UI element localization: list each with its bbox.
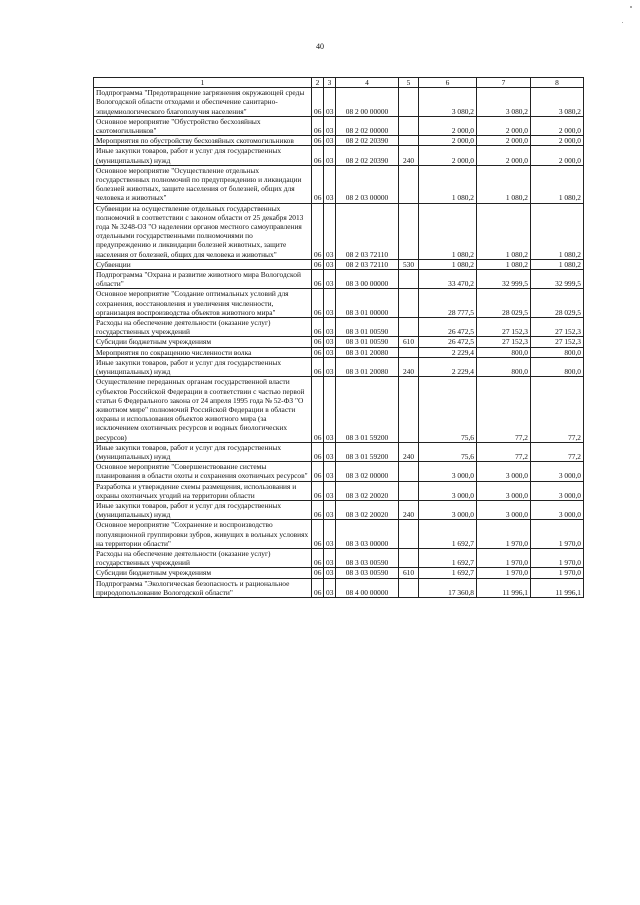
column-header: 8 [531, 78, 584, 88]
row-name: Субсидии бюджетным учреждениям [94, 337, 312, 347]
section-code: 06 [312, 165, 324, 203]
section-code: 06 [312, 442, 324, 461]
target-article-code: 08 4 00 00000 [336, 578, 399, 597]
amount-year-3: 1 080,2 [531, 165, 584, 203]
amount-year-1: 2 000,0 [419, 136, 477, 146]
amount-year-3: 3 000,0 [531, 481, 584, 500]
expense-type-code [399, 289, 419, 318]
table-header-row [94, 78, 584, 88]
subsection-code: 03 [324, 289, 336, 318]
amount-year-3: 32 999,5 [531, 270, 584, 289]
table-row [94, 568, 584, 578]
target-article-code: 08 2 02 20390 [336, 136, 399, 146]
table-row [94, 578, 584, 597]
subsection-code: 03 [324, 578, 336, 597]
subsection-code: 03 [324, 203, 336, 259]
amount-year-1: 3 000,0 [419, 462, 477, 481]
subsection-code: 03 [324, 442, 336, 461]
amount-year-1: 2 000,0 [419, 146, 477, 165]
section-code: 06 [312, 136, 324, 146]
amount-year-2: 1 970,0 [477, 548, 531, 567]
amount-year-2: 3 000,0 [477, 500, 531, 519]
target-article-code: 08 3 01 20080 [336, 357, 399, 376]
target-article-code: 08 3 01 00590 [336, 337, 399, 347]
amount-year-1: 1 692,7 [419, 568, 477, 578]
scan-speck [630, 6, 632, 8]
amount-year-1: 1 692,7 [419, 548, 477, 567]
amount-year-2: 27 152,3 [477, 318, 531, 337]
section-code: 06 [312, 203, 324, 259]
expense-type-code [399, 136, 419, 146]
amount-year-3: 1 970,0 [531, 520, 584, 549]
amount-year-1: 75,6 [419, 442, 477, 461]
table-row [94, 203, 584, 259]
section-code: 06 [312, 481, 324, 500]
subsection-code: 03 [324, 548, 336, 567]
target-article-code: 08 2 02 20390 [336, 146, 399, 165]
amount-year-2: 1 080,2 [477, 203, 531, 259]
section-code: 06 [312, 116, 324, 135]
section-code: 06 [312, 500, 324, 519]
amount-year-2: 3 080,2 [477, 88, 531, 117]
table-row [94, 270, 584, 289]
table-row [94, 136, 584, 146]
amount-year-2: 3 000,0 [477, 462, 531, 481]
table-row [94, 442, 584, 461]
row-name: Иные закупки товаров, работ и услуг для государственных (муниципальных) нужд [94, 357, 312, 376]
amount-year-1: 75,6 [419, 377, 477, 442]
row-name: Подпрограмма "Охрана и развитие животного мира Вологодской области" [94, 270, 312, 289]
table-row [94, 289, 584, 318]
target-article-code: 08 3 02 20020 [336, 481, 399, 500]
table-row [94, 548, 584, 567]
section-code: 06 [312, 578, 324, 597]
amount-year-1: 2 229,4 [419, 357, 477, 376]
section-code: 06 [312, 347, 324, 357]
row-name: Субвенции [94, 259, 312, 269]
column-header: 2 [312, 78, 324, 88]
row-name: Основное мероприятие "Сохранение и воспроизводство популяционной группировки зубров, живущих в вольных условиях на территории области" [94, 520, 312, 549]
row-name: Разработка и утверждение схемы размещения, использования и охраны охотничьих угодий на территории области [94, 481, 312, 500]
subsection-code: 03 [324, 136, 336, 146]
budget-table [93, 77, 584, 598]
amount-year-1: 3 080,2 [419, 88, 477, 117]
amount-year-3: 27 152,3 [531, 337, 584, 347]
section-code: 06 [312, 357, 324, 376]
table-row [94, 481, 584, 500]
amount-year-3: 3 000,0 [531, 462, 584, 481]
target-article-code: 08 3 02 20020 [336, 500, 399, 519]
section-code: 06 [312, 146, 324, 165]
target-article-code: 08 2 00 00000 [336, 88, 399, 117]
table-row [94, 88, 584, 117]
amount-year-3: 3 080,2 [531, 88, 584, 117]
subsection-code: 03 [324, 462, 336, 481]
expense-type-code [399, 116, 419, 135]
target-article-code: 08 3 00 00000 [336, 270, 399, 289]
amount-year-3: 1 080,2 [531, 203, 584, 259]
amount-year-1: 1 692,7 [419, 520, 477, 549]
table-row [94, 165, 584, 203]
row-name: Осуществление переданных органам государственной власти субъектов Российской Федерации в соответствии с частью первой статьи 6 Федерального закона от 24 апреля 1995 года № 52-ФЗ "О животном мире" полномочий Российской Федерации в области охраны и использования объектов животного мира (за исключением охотничьих ресурсов и водных биологических ресурсов) [94, 377, 312, 442]
column-header: 6 [419, 78, 477, 88]
subsection-code: 03 [324, 270, 336, 289]
amount-year-3: 1 080,2 [531, 259, 584, 269]
table-row [94, 377, 584, 442]
table-row [94, 520, 584, 549]
amount-year-1: 26 472,5 [419, 337, 477, 347]
amount-year-3: 28 029,5 [531, 289, 584, 318]
expense-type-code: 240 [399, 357, 419, 376]
amount-year-2: 77,2 [477, 377, 531, 442]
page-number: 40 [316, 42, 324, 51]
table-row [94, 357, 584, 376]
row-name: Субвенции на осуществление отдельных государственных полномочий в соответствии с законом области от 25 декабря 2013 года № 3248-ОЗ "О наделении органов местного самоуправления отдельными государственными полномочиями по предупреждению и ликвидации болезней животных, защите населения от болезней, общих для человека и животных" [94, 203, 312, 259]
amount-year-1: 26 472,5 [419, 318, 477, 337]
row-name: Субсидии бюджетным учреждениям [94, 568, 312, 578]
column-header: 4 [336, 78, 399, 88]
subsection-code: 03 [324, 259, 336, 269]
table-row [94, 500, 584, 519]
amount-year-2: 32 999,5 [477, 270, 531, 289]
target-article-code: 08 2 03 72110 [336, 203, 399, 259]
row-name: Мероприятия по обустройству бесхозяйных скотомогильников [94, 136, 312, 146]
target-article-code: 08 3 03 00590 [336, 568, 399, 578]
target-article-code: 08 3 01 59200 [336, 377, 399, 442]
subsection-code: 03 [324, 165, 336, 203]
expense-type-code [399, 548, 419, 567]
subsection-code: 03 [324, 88, 336, 117]
row-name: Основное мероприятие "Создание оптимальных условий для сохранения, восстановления и увеличения численности, организация воспроизводства объектов животного мира" [94, 289, 312, 318]
expense-type-code [399, 481, 419, 500]
amount-year-2: 800,0 [477, 347, 531, 357]
amount-year-2: 28 029,5 [477, 289, 531, 318]
column-header: 3 [324, 78, 336, 88]
expense-type-code: 610 [399, 568, 419, 578]
amount-year-2: 800,0 [477, 357, 531, 376]
column-header: 7 [477, 78, 531, 88]
expense-type-code [399, 203, 419, 259]
table-row [94, 146, 584, 165]
amount-year-3: 2 000,0 [531, 116, 584, 135]
subsection-code: 03 [324, 568, 336, 578]
subsection-code: 03 [324, 377, 336, 442]
amount-year-2: 1 970,0 [477, 568, 531, 578]
table-row [94, 259, 584, 269]
amount-year-3: 1 970,0 [531, 548, 584, 567]
amount-year-3: 27 152,3 [531, 318, 584, 337]
amount-year-1: 1 080,2 [419, 259, 477, 269]
target-article-code: 08 2 03 00000 [336, 165, 399, 203]
expense-type-code [399, 165, 419, 203]
target-article-code: 08 3 01 20080 [336, 347, 399, 357]
amount-year-1: 1 080,2 [419, 203, 477, 259]
amount-year-3: 1 970,0 [531, 568, 584, 578]
expense-type-code [399, 462, 419, 481]
expense-type-code [399, 270, 419, 289]
section-code: 06 [312, 270, 324, 289]
section-code: 06 [312, 289, 324, 318]
subsection-code: 03 [324, 520, 336, 549]
table-row [94, 116, 584, 135]
amount-year-2: 2 000,0 [477, 146, 531, 165]
section-code: 06 [312, 88, 324, 117]
section-code: 06 [312, 462, 324, 481]
target-article-code: 08 3 01 59200 [336, 442, 399, 461]
expense-type-code [399, 520, 419, 549]
expense-type-code: 240 [399, 442, 419, 461]
table-row [94, 347, 584, 357]
amount-year-1: 1 080,2 [419, 165, 477, 203]
section-code: 06 [312, 259, 324, 269]
amount-year-3: 2 000,0 [531, 136, 584, 146]
row-name: Расходы на обеспечение деятельности (оказание услуг) государственных учреждений [94, 318, 312, 337]
target-article-code: 08 3 03 00000 [336, 520, 399, 549]
amount-year-1: 2 229,4 [419, 347, 477, 357]
amount-year-3: 800,0 [531, 357, 584, 376]
amount-year-3: 77,2 [531, 442, 584, 461]
section-code: 06 [312, 520, 324, 549]
amount-year-1: 3 000,0 [419, 500, 477, 519]
row-name: Расходы на обеспечение деятельности (оказание услуг) государственных учреждений [94, 548, 312, 567]
row-name: Основное мероприятие "Осуществление отдельных государственных полномочий по предупреждению и ликвидации болезней животных, защите населения от болезней, общих для человека и животных" [94, 165, 312, 203]
row-name: Иные закупки товаров, работ и услуг для государственных (муниципальных) нужд [94, 442, 312, 461]
row-name: Подпрограмма "Экологическая безопасность и рациональное природопользование Вологодской области" [94, 578, 312, 597]
amount-year-3: 800,0 [531, 347, 584, 357]
expense-type-code: 240 [399, 146, 419, 165]
section-code: 06 [312, 318, 324, 337]
expense-type-code [399, 347, 419, 357]
row-name: Мероприятия по сокращению численности волка [94, 347, 312, 357]
amount-year-2: 1 080,2 [477, 165, 531, 203]
subsection-code: 03 [324, 116, 336, 135]
amount-year-1: 28 777,5 [419, 289, 477, 318]
target-article-code: 08 2 02 00000 [336, 116, 399, 135]
amount-year-2: 11 996,1 [477, 578, 531, 597]
scan-speck [622, 22, 623, 23]
expense-type-code [399, 88, 419, 117]
section-code: 06 [312, 337, 324, 347]
amount-year-1: 2 000,0 [419, 116, 477, 135]
expense-type-code [399, 318, 419, 337]
row-name: Основное мероприятие "Обустройство бесхозяйных скотомогильников" [94, 116, 312, 135]
amount-year-2: 2 000,0 [477, 136, 531, 146]
expense-type-code: 610 [399, 337, 419, 347]
amount-year-1: 33 470,2 [419, 270, 477, 289]
amount-year-2: 3 000,0 [477, 481, 531, 500]
amount-year-2: 1 970,0 [477, 520, 531, 549]
amount-year-2: 1 080,2 [477, 259, 531, 269]
subsection-code: 03 [324, 357, 336, 376]
expense-type-code [399, 377, 419, 442]
target-article-code: 08 3 01 00590 [336, 318, 399, 337]
row-name: Иные закупки товаров, работ и услуг для государственных (муниципальных) нужд [94, 500, 312, 519]
column-header: 5 [399, 78, 419, 88]
table-row [94, 337, 584, 347]
target-article-code: 08 3 01 00000 [336, 289, 399, 318]
column-header: 1 [94, 78, 312, 88]
subsection-code: 03 [324, 481, 336, 500]
subsection-code: 03 [324, 500, 336, 519]
target-article-code: 08 3 02 00000 [336, 462, 399, 481]
amount-year-3: 11 996,1 [531, 578, 584, 597]
expense-type-code: 240 [399, 500, 419, 519]
table-row [94, 318, 584, 337]
amount-year-2: 27 152,3 [477, 337, 531, 347]
row-name: Подпрограмма "Предотвращение загрязнения окружающей среды Вологодской области отходами и обеспечение санитарно-эпидемиологического благополучия населения" [94, 88, 312, 117]
amount-year-3: 3 000,0 [531, 500, 584, 519]
row-name: Иные закупки товаров, работ и услуг для государственных (муниципальных) нужд [94, 146, 312, 165]
subsection-code: 03 [324, 347, 336, 357]
amount-year-3: 77,2 [531, 377, 584, 442]
subsection-code: 03 [324, 337, 336, 347]
amount-year-3: 2 000,0 [531, 146, 584, 165]
target-article-code: 08 2 03 72110 [336, 259, 399, 269]
section-code: 06 [312, 568, 324, 578]
amount-year-1: 17 360,8 [419, 578, 477, 597]
expense-type-code [399, 578, 419, 597]
subsection-code: 03 [324, 318, 336, 337]
target-article-code: 08 3 03 00590 [336, 548, 399, 567]
expense-type-code: 530 [399, 259, 419, 269]
subsection-code: 03 [324, 146, 336, 165]
amount-year-2: 2 000,0 [477, 116, 531, 135]
section-code: 06 [312, 548, 324, 567]
amount-year-1: 3 000,0 [419, 481, 477, 500]
table-row [94, 462, 584, 481]
section-code: 06 [312, 377, 324, 442]
amount-year-2: 77,2 [477, 442, 531, 461]
row-name: Основное мероприятие "Совершенствование системы планирования в области охоты и сохранения охотничьих ресурсов" [94, 462, 312, 481]
